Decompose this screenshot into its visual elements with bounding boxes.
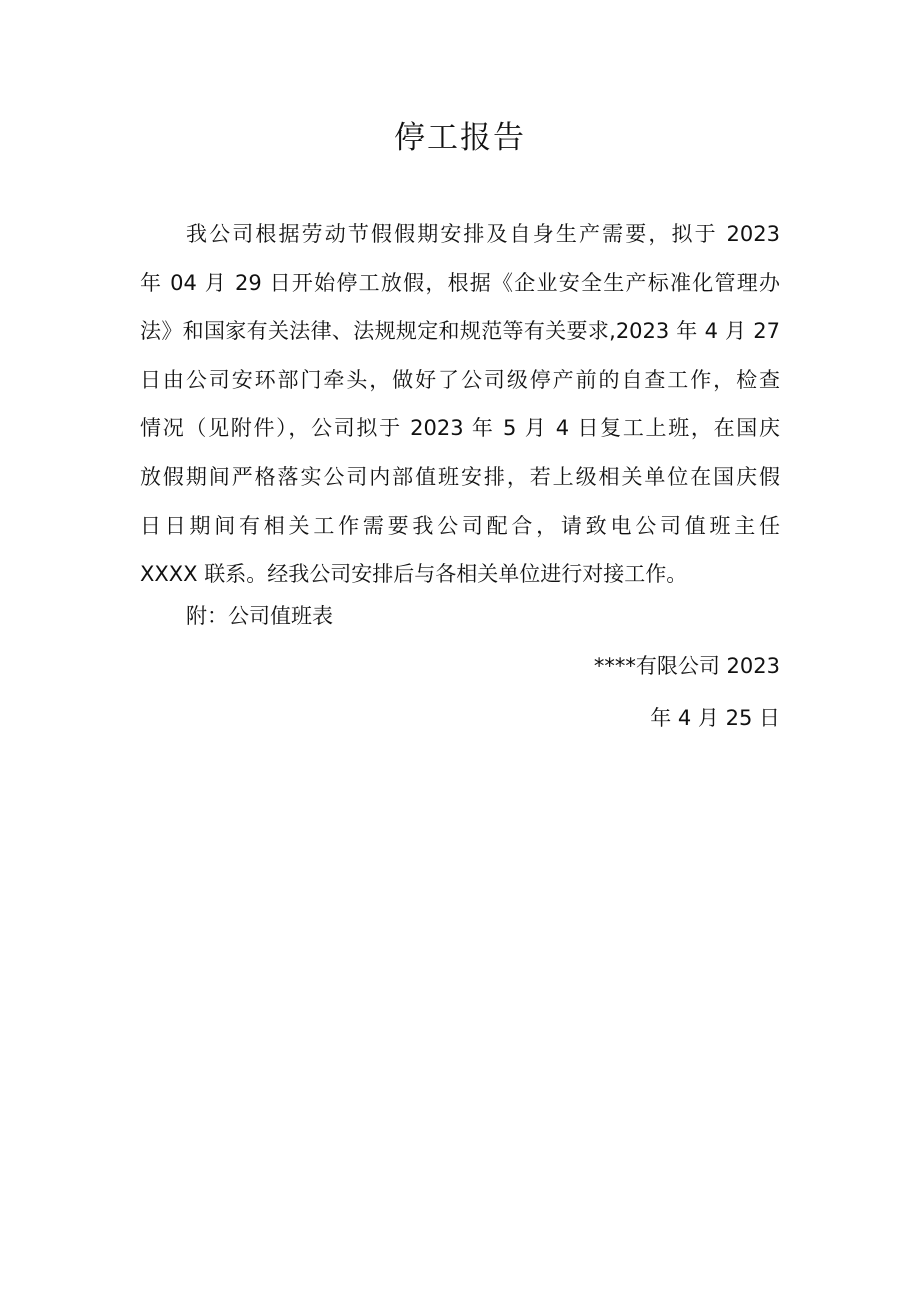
body-paragraph: [140, 210, 780, 599]
document-title: 停工报告: [394, 120, 526, 156]
body-line-7: 日日期间有相关工作需要我公司配合，请致电公司值班主任: [140, 513, 780, 538]
body-line-8: XXXX 联系。经我公司安排后与各相关单位进行对接工作。: [140, 562, 688, 587]
body-line-4: 日由公司安环部门牵头，做好了公司级停产前的自查工作，检查: [140, 367, 780, 392]
body-line-1: 我公司根据劳动节假假期安排及自身生产需要，拟于 2023: [186, 222, 780, 246]
body-line-2: 年 04 月 29 日开始停工放假，根据《企业安全生产标准化管理办: [140, 270, 780, 295]
body-line-6: 放假期间严格落实公司内部值班安排，若上级相关单位在国庆假: [140, 464, 780, 489]
attachment-note: 附：公司值班表: [186, 604, 333, 628]
body-line-3: 法》和国家有关法律、法规规定和规范等有关要求,2023 年 4 月 27: [140, 319, 780, 344]
body-line-5: 情况（见附件），公司拟于 2023 年 5 月 4 日复工上班，在国庆: [140, 416, 780, 441]
signature-date: 年 4 月 25 日: [650, 706, 780, 730]
signature-company: ****有限公司 2023: [593, 654, 780, 678]
